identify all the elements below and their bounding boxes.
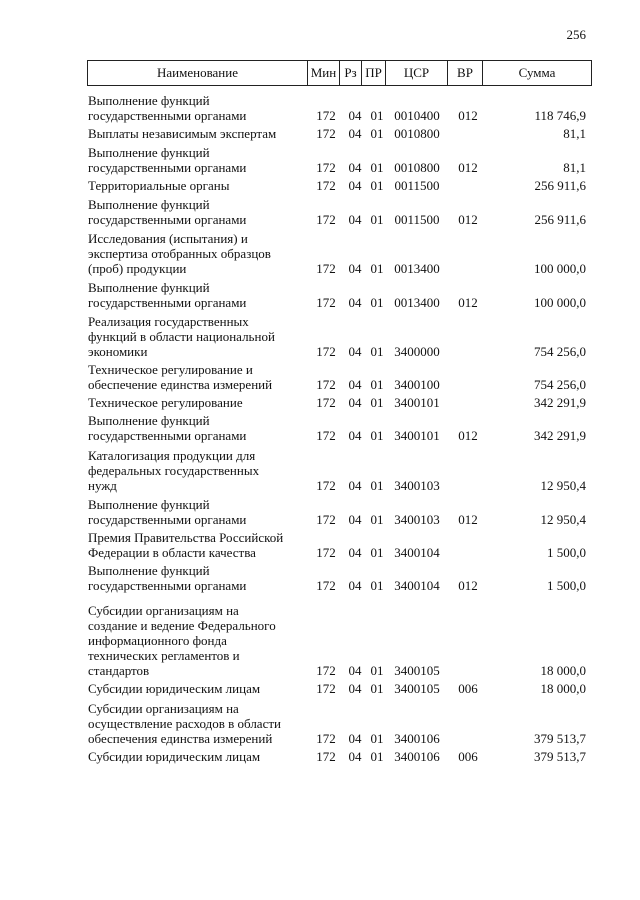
cell-pr: 01 [370,108,384,123]
cell-vr: 012 [458,212,478,227]
cell-rz: 04 [348,749,362,764]
row-name-line: стандартов [88,663,150,678]
cell-sum: 81,1 [563,160,586,175]
cell-vr: 012 [458,512,478,527]
cell-min: 172 [316,108,336,123]
cell-rz: 04 [348,126,362,141]
row-name-line: государственными органами [88,212,247,227]
cell-rz: 04 [348,578,362,593]
row-name [88,231,308,276]
row-name-line: Выполнение функций [88,497,210,512]
cell-csr: 3400100 [394,377,440,392]
table-row [88,395,592,410]
cell-min: 172 [316,377,336,392]
cell-rz: 04 [348,261,362,276]
page-number: 256 [566,27,586,42]
table-row [88,145,592,175]
row-name-line: государственными органами [88,295,247,310]
cell-sum: 118 746,9 [534,108,586,123]
cell-csr: 3400105 [394,681,440,696]
cell-sum: 342 291,9 [534,395,586,410]
row-name-line: Техническое регулирование [88,395,243,410]
cell-rz: 04 [348,681,362,696]
row-name [88,145,308,175]
cell-rz: 04 [348,344,362,359]
cell-sum: 81,1 [563,126,586,141]
row-name-line: (проб) продукции [88,261,187,276]
row-name [88,681,308,696]
cell-vr: 012 [458,160,478,175]
cell-csr: 0011500 [394,212,440,227]
cell-min: 172 [316,261,336,276]
table-row [88,126,592,141]
row-name [88,749,308,764]
cell-pr: 01 [370,344,384,359]
cell-sum: 18 000,0 [540,681,586,696]
cell-csr: 3400104 [394,545,440,560]
cell-csr: 0013400 [394,295,440,310]
header-name: Наименование [88,61,308,85]
cell-csr: 3400106 [394,749,440,764]
table-row [88,681,592,696]
row-name [88,197,308,227]
cell-pr: 01 [370,578,384,593]
table-row [88,497,592,527]
row-name-line: экспертиза отобранных образцов [88,246,271,261]
cell-csr: 3400105 [394,663,440,678]
cell-rz: 04 [348,377,362,392]
cell-sum: 18 000,0 [540,663,586,678]
table-row [88,530,592,560]
row-name-line: Субсидии организациям на [88,603,239,618]
row-name [88,93,308,123]
cell-min: 172 [316,681,336,696]
cell-sum: 754 256,0 [534,344,586,359]
cell-sum: 379 513,7 [534,731,586,746]
row-name-line: функций в области национальной [88,329,275,344]
row-name-line: Субсидии юридическим лицам [88,749,261,764]
row-name [88,701,308,746]
row-name-line: обеспечение единства измерений [88,377,273,392]
cell-pr: 01 [370,395,384,410]
row-name-line: Каталогизация продукции для [88,448,256,463]
row-name-line: нужд [88,478,117,493]
table-row [88,448,592,493]
row-name [88,362,308,392]
cell-vr: 006 [458,749,478,764]
cell-vr: 006 [458,681,478,696]
table-header [87,60,592,86]
header-vr: ВР [448,61,483,85]
row-name-line: экономики [88,344,148,359]
cell-rz: 04 [348,478,362,493]
cell-rz: 04 [348,395,362,410]
cell-min: 172 [316,178,336,193]
row-name [88,280,308,310]
cell-rz: 04 [348,663,362,678]
cell-pr: 01 [370,178,384,193]
cell-min: 172 [316,295,336,310]
table-row [88,93,592,123]
cell-pr: 01 [370,749,384,764]
cell-rz: 04 [348,178,362,193]
cell-csr: 0011500 [394,178,440,193]
cell-pr: 01 [370,126,384,141]
cell-sum: 100 000,0 [534,295,586,310]
cell-sum: 342 291,9 [534,428,586,443]
row-name [88,563,308,593]
cell-pr: 01 [370,212,384,227]
row-name [88,126,308,141]
cell-sum: 379 513,7 [534,749,586,764]
cell-rz: 04 [348,428,362,443]
table-row [88,231,592,276]
cell-sum: 12 950,4 [540,512,586,527]
cell-csr: 0010800 [394,126,440,141]
row-name-line: Реализация государственных [88,314,249,329]
row-name-line: Выполнение функций [88,197,210,212]
cell-csr: 0010800 [394,160,440,175]
cell-rz: 04 [348,160,362,175]
table-row [88,178,592,193]
header-rz: Рз [340,61,362,85]
cell-vr: 012 [458,428,478,443]
cell-sum: 1 500,0 [547,578,586,593]
table-row [88,314,592,359]
row-name [88,448,308,493]
row-name [88,395,308,410]
header-sum: Сумма [518,65,556,80]
table-row [88,563,592,593]
table-row [88,197,592,227]
row-name-line: Выполнение функций [88,563,210,578]
header-min: Мин [308,61,340,85]
cell-vr: 012 [458,108,478,123]
cell-vr: 012 [458,578,478,593]
row-name [88,413,308,443]
cell-sum: 12 950,4 [540,478,586,493]
row-name [88,178,308,193]
cell-csr: 3400106 [394,731,440,746]
row-name [88,603,308,678]
header-pr: ПР [362,61,386,85]
cell-csr: 3400101 [394,395,440,410]
cell-pr: 01 [370,731,384,746]
row-name-line: Исследования (испытания) и [88,231,248,246]
cell-min: 172 [316,395,336,410]
cell-rz: 04 [348,731,362,746]
cell-csr: 3400101 [394,428,440,443]
table-row [88,701,592,746]
row-name-line: Субсидии юридическим лицам [88,681,261,696]
cell-pr: 01 [370,295,384,310]
table-row [88,413,592,443]
cell-pr: 01 [370,663,384,678]
row-name-line: информационного фонда [88,633,227,648]
cell-sum: 256 911,6 [534,212,586,227]
row-name-line: государственными органами [88,578,247,593]
cell-pr: 01 [370,261,384,276]
cell-pr: 01 [370,512,384,527]
row-name-line: государственными органами [88,160,247,175]
cell-min: 172 [316,212,336,227]
cell-vr: 012 [458,295,478,310]
row-name-line: Техническое регулирование и [88,362,253,377]
cell-rz: 04 [348,108,362,123]
row-name-line: Федерации в области качества [88,545,256,560]
cell-csr: 0010400 [394,108,440,123]
row-name-line: Выполнение функций [88,413,210,428]
cell-min: 172 [316,578,336,593]
row-name-line: осуществление расходов в области [88,716,281,731]
cell-sum: 754 256,0 [534,377,586,392]
cell-csr: 3400103 [394,512,440,527]
cell-csr: 3400104 [394,578,440,593]
cell-sum: 100 000,0 [534,261,586,276]
cell-min: 172 [316,512,336,527]
cell-min: 172 [316,160,336,175]
row-name-line: государственными органами [88,512,247,527]
cell-csr: 3400000 [394,344,440,359]
cell-min: 172 [316,428,336,443]
table-body [88,93,592,764]
row-name [88,314,308,359]
row-name-line: Территориальные органы [88,178,230,193]
row-name-line: Выполнение функций [88,145,210,160]
cell-rz: 04 [348,512,362,527]
cell-min: 172 [316,545,336,560]
cell-rz: 04 [348,545,362,560]
row-name [88,497,308,527]
table-row [88,280,592,310]
row-name-line: Выплаты независимым экспертам [88,126,277,141]
cell-pr: 01 [370,428,384,443]
row-name-line: государственными органами [88,428,247,443]
cell-min: 172 [316,344,336,359]
row-name [88,530,308,560]
table-row [88,362,592,392]
row-name-line: федеральных государственных [88,463,260,478]
cell-min: 172 [316,478,336,493]
cell-sum: 1 500,0 [547,545,586,560]
table-row [88,603,592,678]
cell-pr: 01 [370,377,384,392]
cell-min: 172 [316,731,336,746]
cell-min: 172 [316,749,336,764]
header-csr: ЦСР [386,61,448,85]
cell-min: 172 [316,663,336,678]
row-name-line: Выполнение функций [88,280,210,295]
cell-min: 172 [316,126,336,141]
cell-pr: 01 [370,545,384,560]
cell-pr: 01 [370,478,384,493]
table-row [88,749,592,764]
cell-csr: 0013400 [394,261,440,276]
row-name-line: Выполнение функций [88,93,210,108]
cell-csr: 3400103 [394,478,440,493]
cell-pr: 01 [370,681,384,696]
row-name-line: Премия Правительства Российской [88,530,284,545]
row-name-line: технических регламентов и [88,648,240,663]
cell-sum: 256 911,6 [534,178,586,193]
row-name-line: государственными органами [88,108,247,123]
row-name-line: обеспечения единства измерений [88,731,273,746]
row-name-line: Субсидии организациям на [88,701,239,716]
row-name-line: создание и ведение Федерального [88,618,276,633]
cell-rz: 04 [348,295,362,310]
cell-rz: 04 [348,212,362,227]
cell-pr: 01 [370,160,384,175]
